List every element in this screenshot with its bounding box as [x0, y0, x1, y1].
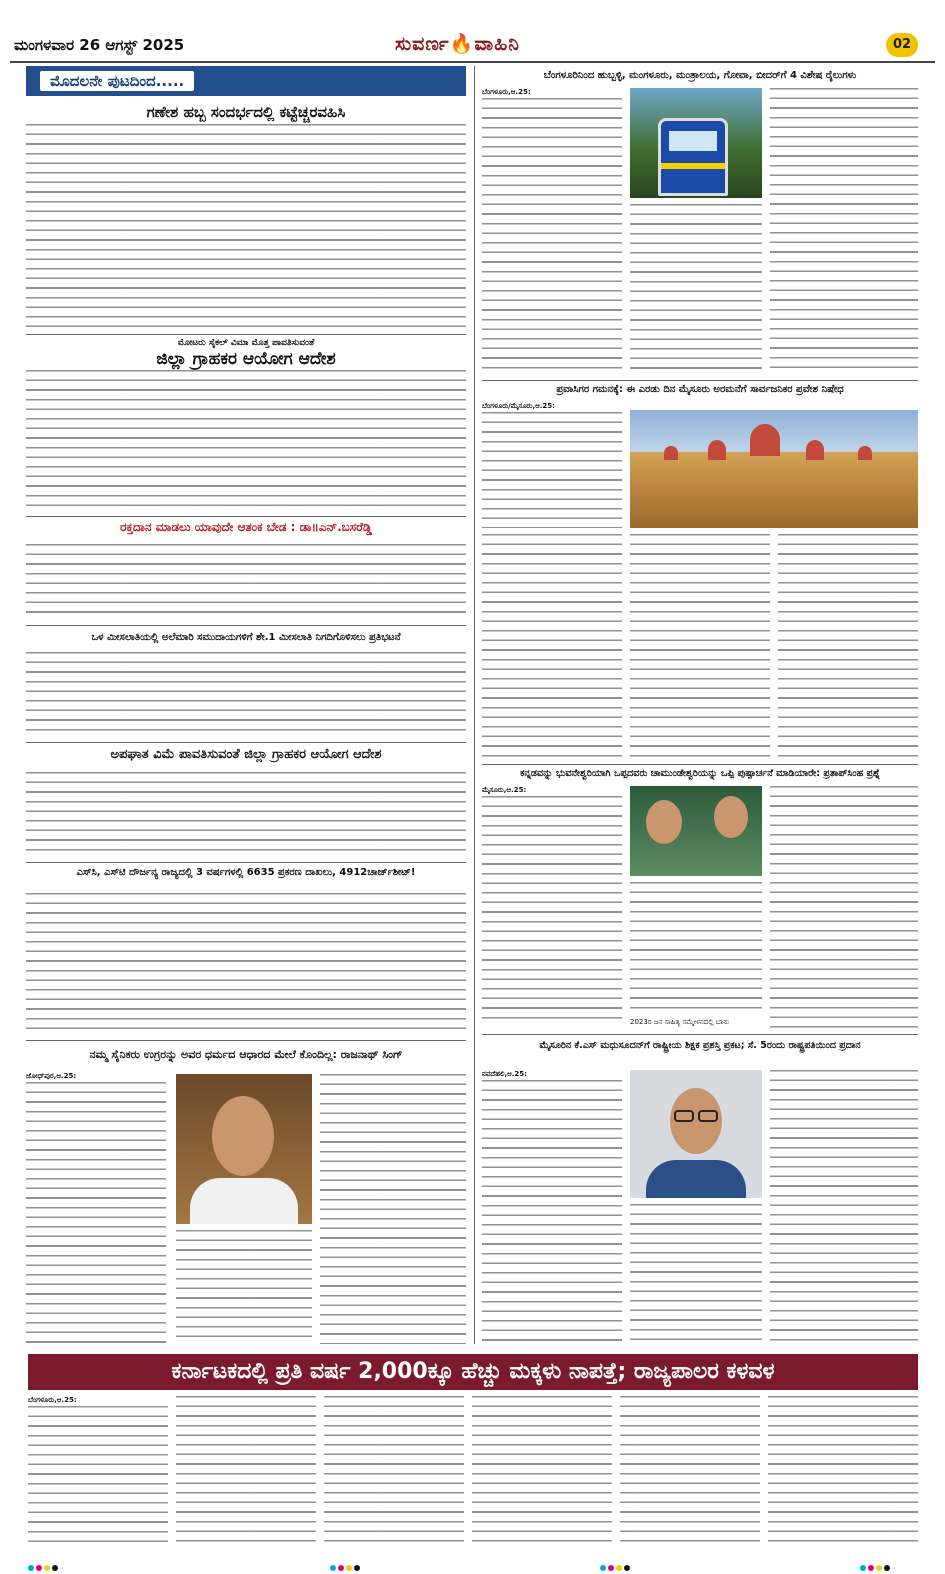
column-divider	[474, 66, 475, 1344]
headline-teacher-award: ಮೈಸೂರಿನ ಕೆ.ಎಸ್ ಮಧುಸೂದನ್‌ಗೆ ರಾಷ್ಟ್ರೀಯ ಶಿಕ್ಷಕ ಪ್ರಶಸ್ತಿ ಪ್ರಕಟ; ಸೆ. 5ರಂದು ರಾಷ್ಟ್ರಪತಿಯಿಂದ ಪ್ರದಾನ	[539, 1040, 861, 1051]
article-palace-body-col1	[482, 534, 622, 760]
face-shape	[212, 1096, 274, 1176]
divider	[26, 334, 466, 335]
article-trains-body-col1	[482, 98, 622, 374]
divider	[26, 1040, 466, 1041]
dateline-jodhpur: ಜೋಧ್‌ಪುರ,ಆ.25:	[26, 1072, 77, 1080]
registration-marks	[28, 1556, 60, 1562]
palace-dome	[858, 446, 872, 460]
shirt-shape	[190, 1178, 298, 1224]
headline-pratap-simha: ಕನ್ನಡವನ್ನು ಭುವನೇಶ್ವರಿಯಾಗಿ ಒಪ್ಪದವರು ಚಾಮುಂಡೇಶ್ವರಿಯನ್ನು ಒಪ್ಪಿ ಪುಷ್ಪಾರ್ಚನೆ ಮಾಡಿಯಾರೇ: ಪ್ರತಾಪ್‌ಸಿಂಹ ಪ್ರಶ್ನೆ	[520, 768, 880, 779]
banu-pratap-photo	[630, 786, 762, 876]
headline-rajnath-singh: ನಮ್ಮ ಸೈನಿಕರು ಉಗ್ರರನ್ನು ಅವರ ಧರ್ಮದ ಆಧಾರದ ಮೇಲೆ ಕೊಂದಿಲ್ಲ: ರಾಜನಾಥ್ ಸಿಂಗ್	[89, 1048, 403, 1061]
lamp-icon: 🔥	[449, 33, 475, 55]
article-palace-body-col2	[630, 534, 770, 760]
headline-special-trains: ಬೆಂಗಳೂರಿನಿಂದ ಹುಬ್ಬಳ್ಳಿ, ಮಂಗಳೂರು, ಮಂತ್ರಾಲಯ, ಗೋವಾ, ಬೀದರ್‌ಗೆ 4 ವಿಶೇಷ ರೈಲುಗಳು	[543, 70, 857, 81]
divider	[26, 742, 466, 743]
article-trains-body-col2	[630, 204, 762, 374]
headline-sc-st-atrocity: ಎಸ್‌ಸಿ, ಎಸ್‌ಟಿ ದೌರ್ಜನ್ಯ ರಾಜ್ಯದಲ್ಲಿ 3 ವರ್ಷಗಳಲ್ಲಿ 6635 ಪ್ರಕರಣ ದಾಖಲು, 4912ಚಾರ್ಜ್‌ಶೀಟ್!	[76, 867, 416, 878]
article-blood-donation-body	[26, 544, 466, 619]
article-pratap-body-col1	[482, 796, 622, 1024]
rajnath-singh-photo	[176, 1074, 312, 1224]
divider	[482, 380, 918, 381]
glasses-shape	[698, 1110, 718, 1122]
bottom-article-col4	[472, 1396, 612, 1542]
bottom-article-col1	[28, 1406, 168, 1542]
palace-dome	[708, 440, 726, 460]
article-ganesha-body	[26, 124, 466, 329]
face-shape	[646, 800, 682, 844]
headline-reservation-protest: ಒಳ ಮೀಸಲಾತಿಯಲ್ಲಿ ಅಲೆಮಾರಿ ಸಮುದಾಯಗಳಿಗೆ ಶೇ.1 ಮೀಸಲಾತಿ ನಿಗದಿಗೊಳಿಸಲು ಪ್ರತಿಭಟನೆ	[91, 632, 401, 643]
page-number-badge: 02	[886, 33, 918, 57]
dateline-mysuru: ಮೈಸೂರು,ಆ.25:	[482, 786, 527, 794]
section-title: ಮೊದಲನೇ ಪುಟದಿಂದ.....	[40, 71, 194, 91]
masthead-right: ವಾಹಿನಿ	[474, 33, 520, 55]
headline-accident-insurance: ಅಪಘಾತ ವಿಮೆ ಪಾವತಿಸುವಂತೆ ಜಿಲ್ಲಾ ಗ್ರಾಹಕರ ಆಯೋಗ ಆದೇಶ	[110, 747, 382, 762]
article-pratap-body-col3	[770, 786, 918, 1028]
palace-dome	[664, 446, 678, 460]
divider	[482, 1034, 918, 1035]
article-rajnath-body-col1	[26, 1082, 166, 1344]
train-stripe	[661, 163, 725, 169]
dateline-mysuru: ಬೆಂಗಳೂರು/ಮೈಸೂರು,ಆ.25:	[482, 402, 555, 410]
article-palace-intro	[482, 412, 622, 528]
photo-caption: 2023ರ ಜನ ಸಾಹಿತ್ಯ ಸಮ್ಮೇಳನದಲ್ಲಿ ಬಾನು	[630, 1018, 730, 1026]
article-teacher-body-col2	[630, 1204, 762, 1344]
shirt-shape	[646, 1160, 746, 1198]
dateline-new-delhi: ನವದೆಹಲಿ,ಆ.25:	[482, 1070, 527, 1078]
article-reservation-body	[26, 652, 466, 734]
article-accident-body	[26, 772, 466, 857]
masthead-left: ಸುವರ್ಣ	[395, 33, 450, 55]
bottom-headline: ಕರ್ನಾಟಕದಲ್ಲಿ ಪ್ರತಿ ವರ್ಷ 2,000ಕ್ಕೂ ಹೆಚ್ಚು ಮಕ್ಕಳು ನಾಪತ್ತೆ; ರಾಜ್ಯಪಾಲರ ಕಳವಳ	[171, 1359, 775, 1384]
divider	[26, 625, 466, 626]
palace-dome	[750, 424, 780, 456]
kicker-motorcycle-insurance: ಮೋಟರು ಸೈಕಲ್ ವಿಮಾ ಮೊತ್ತ ಪಾವತಿಸುವಂತೆ	[177, 338, 315, 348]
article-rajnath-body-col2	[176, 1230, 312, 1344]
glasses-shape	[674, 1110, 694, 1122]
headline-ganesha-festival: ಗಣೇಶ ಹಬ್ಬ ಸಂದರ್ಭದಲ್ಲಿ ಕಟ್ಟೆಚ್ಚರವಹಿಸಿ	[146, 103, 346, 121]
article-teacher-body-col3	[770, 1070, 918, 1344]
article-rajnath-body-col3	[320, 1074, 466, 1344]
dateline-bengaluru-bottom: ಬೆಂಗಳೂರು,ಆ.25:	[28, 1396, 77, 1404]
divider	[482, 764, 918, 765]
divider	[26, 862, 466, 863]
bottom-article-col6	[768, 1396, 918, 1542]
header-rule	[10, 61, 935, 63]
bottom-article-col5	[620, 1396, 760, 1542]
article-consumer-body	[26, 370, 466, 510]
article-palace-body-col3	[778, 534, 918, 760]
train-shape	[658, 118, 728, 196]
registration-marks	[330, 1556, 362, 1562]
bottom-article-col3	[324, 1396, 464, 1542]
registration-marks	[600, 1556, 632, 1562]
dateline-bengaluru: ಬೆಂಗಳೂರು,ಆ.25:	[482, 88, 531, 96]
article-trains-body-col3	[770, 88, 918, 374]
bottom-article-col2	[176, 1396, 316, 1542]
registration-marks	[860, 1556, 892, 1562]
article-pratap-body-col2	[630, 882, 762, 1014]
headline-consumer-commission: ಜಿಲ್ಲಾ ಗ್ರಾಹಕರ ಆಯೋಗ ಆದೇಶ	[156, 349, 336, 369]
train-window	[669, 131, 717, 151]
issue-date: ಮಂಗಳವಾರ 26 ಆಗಸ್ಟ್ 2025	[14, 36, 185, 54]
face-shape	[714, 796, 748, 838]
article-sc-st-body	[26, 893, 466, 1031]
masthead	[395, 32, 520, 55]
headline-mysore-palace: ಪ್ರವಾಸಿಗರ ಗಮನಕ್ಕೆ: ಈ ಎರಡು ದಿನ ಮೈಸೂರು ಅರಮನೆಗೆ ಸಾರ್ವಜನಿಕರ ಪ್ರವೇಶ ನಿಷೇಧ	[556, 384, 844, 395]
palace-dome	[806, 440, 824, 460]
train-photo	[630, 88, 762, 198]
article-teacher-body-col1	[482, 1080, 622, 1344]
divider	[26, 516, 466, 517]
mysore-palace-photo	[630, 410, 918, 528]
headline-blood-donation: ರಕ್ತದಾನ ಮಾಡಲು ಯಾವುದೇ ಆತಂಕ ಬೇಡ : ಡಾ॥ಎನ್.ಬಸರೆಡ್ಡಿ	[120, 520, 372, 534]
madhusudan-photo	[630, 1070, 762, 1198]
